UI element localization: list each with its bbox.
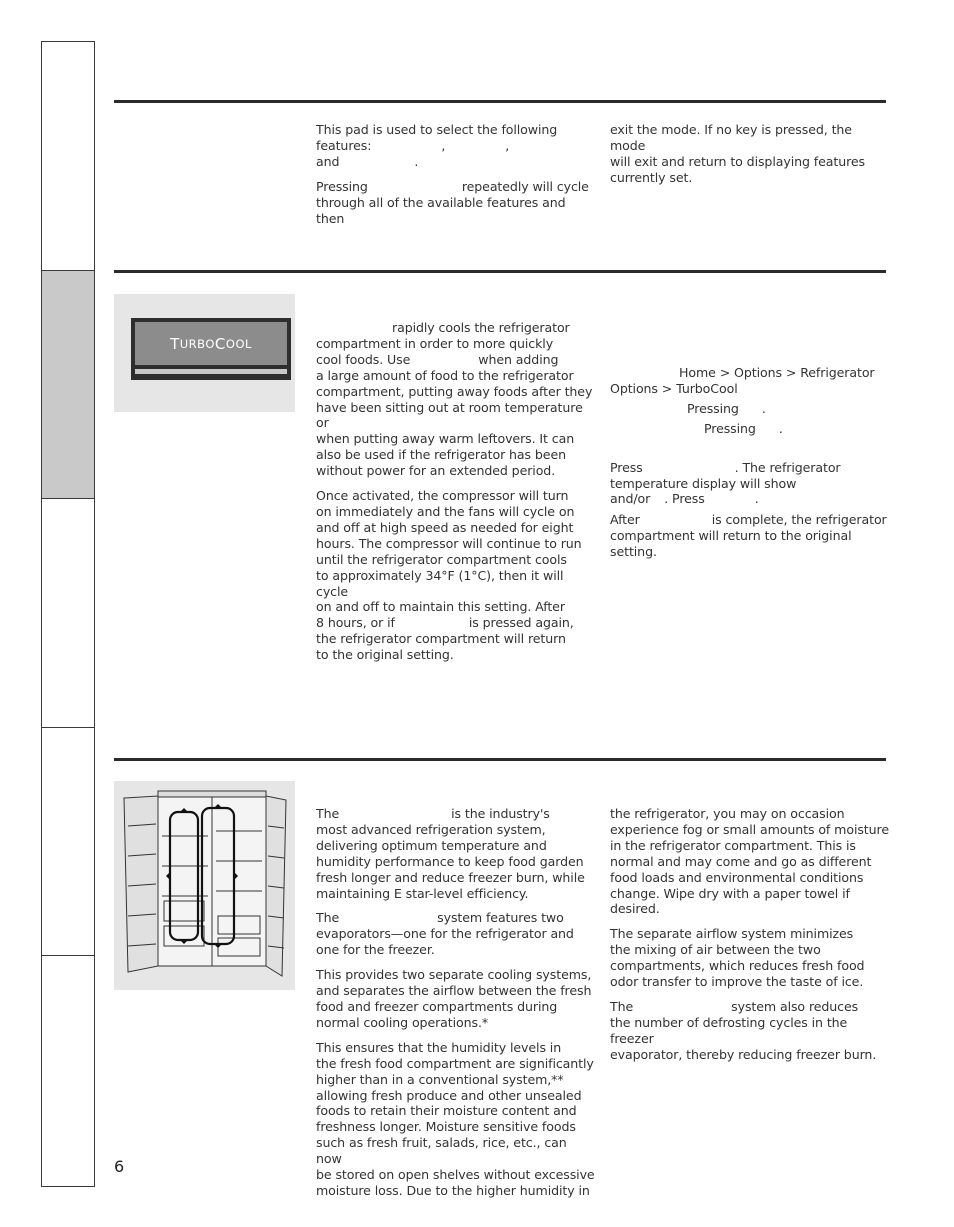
text-line: The: [610, 998, 634, 1014]
text-line: exit the mode. If no key is pressed, the mode: [610, 122, 852, 153]
text-line: repeatedly will cycle: [461, 178, 589, 194]
text-line: The: [316, 910, 340, 926]
text-line: most advanced refrigeration system,: [316, 821, 546, 837]
section-rule-turbocool: [114, 270, 886, 273]
side-tab-3[interactable]: [42, 499, 94, 728]
text-line: moisture loss. Due to the higher humidity in: [316, 1182, 590, 1198]
feature-select-col2: [610, 122, 888, 195]
text-line: Pressing: [316, 178, 368, 194]
text-line: .: [754, 491, 759, 507]
text-line: maintaining E star-level efficiency.: [316, 885, 529, 901]
text-line: one for the freezer.: [316, 942, 435, 958]
text-line: the fresh food compartment are significantly: [316, 1055, 594, 1071]
text-line: Home > Options > Refrigerator: [679, 365, 875, 380]
text-line: This pad is used to select the following: [316, 122, 558, 137]
text-line: normal cooling operations.*: [316, 1014, 489, 1030]
text-line: .: [414, 153, 419, 169]
text-line: humidity performance to keep food garden: [316, 853, 584, 869]
text-line: cool foods. Use: [316, 351, 411, 367]
text-line: until the refrigerator compartment cools: [316, 551, 567, 567]
side-tab-5[interactable]: [42, 956, 94, 1186]
text-line: also be used if the refrigerator has been: [316, 447, 566, 463]
text-line: allowing fresh produce and other unsealed: [316, 1087, 582, 1103]
text-line: currently set.: [610, 169, 693, 185]
side-tab-1[interactable]: [42, 42, 94, 271]
text-line: have been sitting out at room temperature or: [316, 399, 583, 431]
text-line: features:: [316, 137, 372, 153]
text-line: the mixing of air between the two: [610, 942, 821, 958]
refrigerator-airflow-icon: [118, 786, 292, 982]
text-line: will exit and return to displaying features: [610, 153, 865, 169]
text-line: food and freezer compartments during: [316, 998, 558, 1014]
turbocool-col1: [316, 320, 596, 672]
side-tab-4[interactable]: [42, 728, 94, 956]
climate-keeper-col1: [316, 806, 596, 1208]
text-line: delivering optimum temperature and: [316, 837, 547, 853]
text-line: when adding: [478, 351, 559, 367]
text-line: on and off to maintain this setting. After: [316, 599, 565, 615]
turbocool-display-bar: [135, 369, 287, 374]
text-line: ,: [505, 137, 510, 153]
text-line: through all of the available features and then: [316, 194, 566, 226]
text-line: desired.: [610, 901, 660, 917]
text-line: the refrigerator, you may on occasion: [610, 806, 845, 821]
section-rule-climate-keeper: [114, 758, 886, 761]
text-line: The: [316, 806, 340, 821]
text-line: system also reduces: [731, 998, 859, 1014]
text-line: the refrigerator compartment will return: [316, 631, 566, 647]
text-line: the number of defrosting cycles in the freezer: [610, 1014, 848, 1046]
text-line: experience fog or small amounts of moisture: [610, 821, 889, 837]
text-line: temperature display will show: [610, 475, 797, 491]
text-line: and: [316, 153, 340, 169]
turbocool-display-label: T URBO C OOL: [135, 322, 287, 365]
text-line: a large amount of food to the refrigerator: [316, 367, 574, 383]
turbocool-col2: [610, 365, 890, 569]
text-line: fresh longer and reduce freezer burn, while: [316, 869, 585, 885]
text-line: compartments, which reduces fresh food: [610, 958, 865, 974]
text-line: setting.: [610, 544, 657, 560]
section-rule-feature-select: [114, 100, 886, 103]
text-line: food loads and environmental conditions: [610, 869, 864, 885]
text-line: on immediately and the fans will cycle on: [316, 503, 575, 519]
text-line: rapidly cools the refrigerator: [392, 320, 570, 335]
text-line: is the industry's: [451, 806, 550, 821]
text-line: higher than in a conventional system,**: [316, 1071, 564, 1087]
text-line: Once activated, the compressor will turn: [316, 488, 569, 504]
text-line: This provides two separate cooling systems,: [316, 967, 592, 983]
text-line: ,: [441, 137, 446, 153]
text-line: odor transfer to improve the taste of ice.: [610, 974, 864, 990]
side-tab-2-active[interactable]: [42, 271, 94, 499]
feature-select-col1: [316, 122, 594, 235]
side-tab-strip: [41, 41, 95, 1187]
text-line: normal and may come and go as different: [610, 853, 872, 869]
text-line: and separates the airflow between the fresh: [316, 983, 592, 999]
page-number: 6: [114, 1157, 125, 1176]
text-line: .: [761, 400, 766, 416]
text-line: change. Wipe dry with a paper towel if: [610, 885, 850, 901]
text-line: Pressing: [704, 420, 756, 436]
text-line: Pressing: [687, 400, 739, 416]
text-line: without power for an extended period.: [316, 463, 556, 479]
text-line: freshness longer. Moisture sensitive foods: [316, 1119, 576, 1135]
text-line: foods to retain their moisture content and: [316, 1103, 577, 1119]
text-line: . The refrigerator: [734, 459, 841, 475]
text-line: is pressed again,: [468, 615, 574, 631]
text-line: The separate airflow system minimizes: [610, 926, 854, 942]
text-line: system features two: [437, 910, 564, 926]
turbocool-display-icon: [131, 318, 291, 380]
text-line: such as fresh fruit, salads, rice, etc., can now: [316, 1135, 567, 1167]
text-line: and/or: [610, 491, 651, 507]
text-line: is complete, the refrigerator: [711, 512, 887, 528]
text-line: This ensures that the humidity levels in: [316, 1039, 562, 1055]
climate-keeper-col2: [610, 806, 892, 1072]
text-line: and off at high speed as needed for eight: [316, 519, 574, 535]
text-line: Press: [610, 459, 643, 475]
text-line: hours. The compressor will continue to run: [316, 535, 582, 551]
text-line: . Press: [664, 491, 705, 507]
text-line: to approximately 34°F (1°C), then it will cycle: [316, 567, 564, 599]
text-line: After: [610, 512, 640, 528]
text-line: to the original setting.: [316, 647, 454, 663]
text-line: 8 hours, or if: [316, 615, 395, 631]
text-line: compartment, putting away foods after they: [316, 383, 593, 399]
text-line: Options > TurboCool: [610, 380, 738, 396]
text-line: evaporators—one for the refrigerator and: [316, 926, 574, 942]
text-line: in the refrigerator compartment. This is: [610, 837, 856, 853]
text-line: when putting away warm leftovers. It can: [316, 431, 575, 447]
text-line: .: [778, 420, 783, 436]
text-line: compartment in order to more quickly: [316, 335, 554, 351]
text-line: compartment will return to the original: [610, 528, 852, 544]
text-line: be stored on open shelves without excessive: [316, 1167, 595, 1183]
text-line: evaporator, thereby reducing freezer burn.: [610, 1046, 877, 1062]
